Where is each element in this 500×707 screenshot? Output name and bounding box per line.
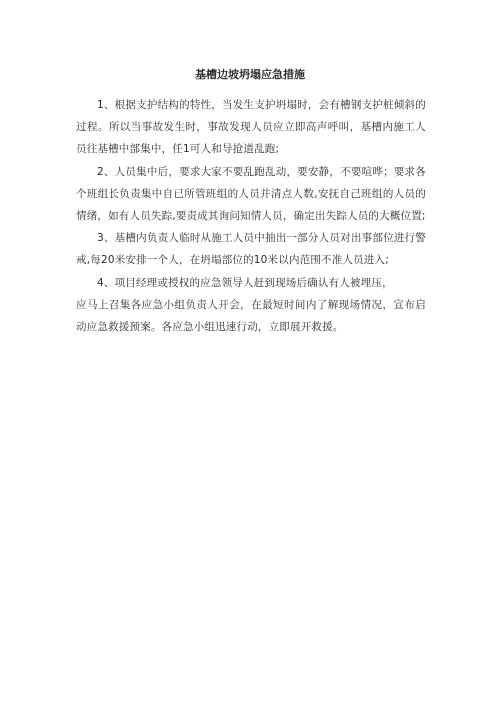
paragraph-4: 4、项目经理或授权的应急领导人赶到现场后确认有人被埋压， xyxy=(97,276,393,289)
document-body xyxy=(76,94,426,338)
paragraph-1: 1、根据支护结构的特性，当发生支护坍塌时，会有槽钢支护桩倾斜的过程。所以当事故发生时，事故发现人员应立即高声呼叫，基槽内施工人员往基槽中部集中，任1可人和导抢道乱跑; xyxy=(76,99,426,156)
paragraph-2: 2、人员集中后，要求大家不要乱跑乱动，要安静，不要喧哗；要求各个班组长负责集中自已所管班组的人员并清点人数,安抚自己班组的人员的情绪，如有人员失踪,要责成其询问知情人员，确定出失踪人员的大概位置; xyxy=(76,165,426,223)
paragraph-3: 3、基槽内负责人临时从施工人员中抽出一部分人员对出事部位进行警戒,每20米安排一个人，在坍塌部位的10米以内范围不准人员进入; xyxy=(76,232,426,267)
document-title: 基槽边坡坍塌应急措施 xyxy=(195,68,305,81)
closing-paragraph: 应马上召集各应急小组负责人开会，在最短时间内了解现场情况，宣布启动应急救援预案。各应急小组迅速行动，立即展开救援。 xyxy=(76,298,426,334)
